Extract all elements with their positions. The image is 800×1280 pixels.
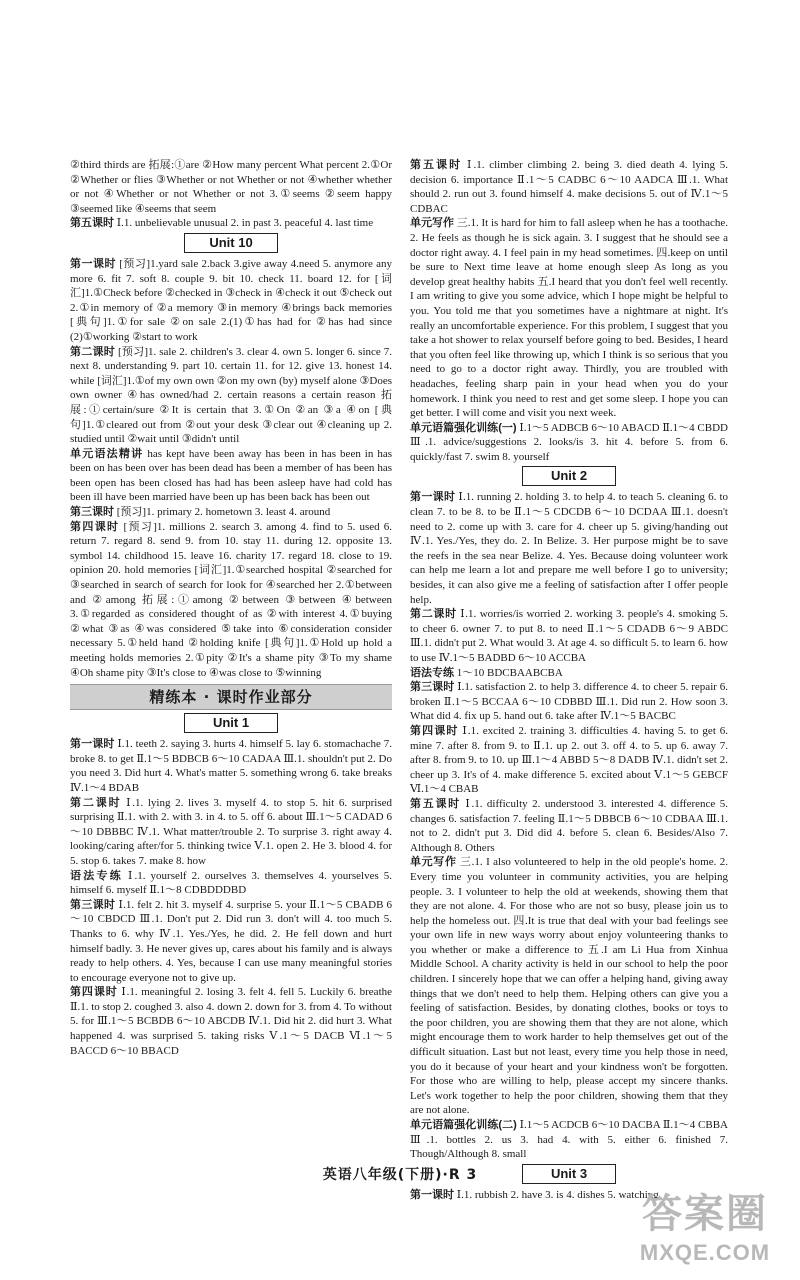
unit2-lesson-1: 第一课时 Ⅰ.1. running 2. holding 3. to help 4. to teach 5. cleaning 6. to clean 7. to be 8. to be Ⅱ.1～5 CDCDB 6～10 DCDAA Ⅲ.1. doesn't need to 2. come up with 3. care for 4. cheer up 5. giving/handing out Ⅳ.1. Yes./Yes, they do. 2. In Belize. 3. Her purpose might be to save the reefs in the sea near Belize. 4. Yes. Because doing volunteer work can help me learn a lot and prepare me well before I go to university; besides, it can also give me a feeling of satisfaction after I offer people help.: [410, 491, 728, 606]
unit2-lesson-2: 第二课时 Ⅰ.1. worries/is worried 2. working 3. people's 4. smoking 5. to cheer 6. owner 7. to put 8. to need Ⅱ.1～5 CDADB 6～9 ABDC Ⅲ.1. didn't put 2. What would 3. At age 4. so difficult 5. to learn 6. how to use Ⅳ.1～5 BADBD 6～10 ACCBA: [410, 608, 728, 664]
watermark-url: MXQE.COM: [639, 1240, 771, 1265]
unit2-writing: 单元写作 三.1. I also volunteered to help in the old people's home. 2. Every time you volunteer in community activities, you are helping people. 3. I volunteer to help the old at weekends, showing them that they are not alone. 4. For those who are not so busy, please join us to help the homeless out. 四.It is true that deal with your bad feelings see your own life in new ways worry about enjoy volunteering thanks to you whether or make a difference to 五.I am Li Hua from Xinhua Middle School. A charity activity is held in our school to help the poor children. I sincerely hope that we can offer a helping hand, giving away things that we don't need to help them. Helping others can give you a feeling of satisfaction. Besides, by donating clothes, books or toys to the poor children, you are showing them that they are not alone, which might encourage them to work harder to help themselves get out of the difficult situation. Last but not least, every time you help those in need, you do it because of your heart and your kindness won't be forgotten. For those who are willing to help, please accept my sincere thanks. Let's work together to help the poor children, showing them that they are not alone.: [410, 856, 729, 1117]
footer-label: 英语八年级(下册)·R: [322, 1167, 461, 1183]
unit10-lesson-3: 第三课时 [预习]1. primary 2. hometown 3. least 4. around: [70, 506, 331, 519]
unit10-lesson-1: 第一课时 [预习]1.yard sale 2.back 3.give away 4.need 5. anymore any more 6. fit 7. soft 8. couple 9. bit 10. check 11. board 12. for [词汇]1.①Check before ②checked in ③check in ④check it out ⑤check out 2.①in memory of ②a memory ③in memory ④brings back memories [典句]1.①for sale ②on sale 2.(1)①has had for ②has had since (2)①working ②start to work: [70, 257, 393, 343]
unit3-lesson-1: 第一课时 Ⅰ.1. rubbish 2. have 3. is 4. dishes 5. watching: [410, 1188, 659, 1201]
unit-1-heading: Unit 1: [184, 713, 278, 733]
unit1-lesson-4: 第四课时 Ⅰ.1. meaningful 2. losing 3. felt 4. fell 5. Luckily 6. breathe Ⅱ.1. to stop 2. coughed 3. also 4. down 2. down for 3. from 4. To without 5. for Ⅲ.1～5 BCBDB 6～10 ABCDB Ⅳ.1. Did hit 2. did hurt 3. What happened 4. was surprised 5. taking risks Ⅴ.1～5 DACB Ⅵ.1～5 BACCD 6～10 BBACD: [70, 986, 393, 1057]
right-column: [410, 158, 728, 1202]
unit1-lesson-1: 第一课时 Ⅰ.1. teeth 2. saying 3. hurts 4. himself 5. lay 6. stomachache 7. broke 8. to get Ⅱ.1～5 BDBCB 6～10 CADAA Ⅲ.1. shouldn't put 2. Do you need 3. Did hurt 4. What's matter 5. something wrong 6. take breaks Ⅳ.1～4 BDAB: [70, 738, 393, 794]
unit1-reading-training: 单元语篇强化训练(一) Ⅰ.1～5 ADBCB 6～10 ABACD Ⅱ.1～4 CBDD Ⅲ.1. advice/suggestions 2. looks/is 3. hit 4. before 5. from 6. quickly/fast 7. swim 8. yourself: [410, 421, 728, 463]
page-footer: [0, 1164, 800, 1184]
section-banner: 精练本 · 课时作业部分: [70, 684, 392, 710]
unit2-lesson-5: 第五课时 Ⅰ.1. difficulty 2. understood 3. interested 4. difference 5. changes 6. satisfaction 7. feeling Ⅱ.1～5 DBBCB 6～10 CDBAA Ⅲ.1. not to 2. didn't put 3. Did did 4. before 5. clean 6. Besides/Also 7. Although 8. Others: [410, 797, 728, 854]
unit10-lesson-4: 第四课时 [预习]1. millions 2. search 3. among 4. find to 5. used 6. return 7. regard 8. send 9. from 10. stay 11. during 12. opposite 13. symbol 14. childhood 15. leave 16. charity 17. regard 18. close to 19. opinion 20. hold memories [词汇]1.①searched hospital ②searched for ③searched in search of search for look for ④searched her 2.①between and ②among 拓展:①among ②between ③between ④between 3.①regarded as considered thought of as ②with interest 4.①buying ②what ③as ④was considered ⑤take into ⑥consideration consider necessary 5.①held hand ②holding knife [典句]1.①Hold up hold a meeting holds memories 2.①pity ②It's a shame pity ③To my shame ④Oh shame pity ③It's close to ④was close to ⑤winning: [70, 520, 393, 679]
unit2-lesson-4: 第四课时 Ⅰ.1. excited 2. training 3. difficulties 4. having 5. to get 6. mine 7. after 8. from 9. to Ⅱ.1. up 2. out 3. off 4. to 5. up 6. away 7. after 8. from 9. to 10. up Ⅲ.1～4 ABBD 5～8 DADB Ⅳ.1. didn't set 2. cheer up 3. It's of 4. make difference 5. excited about Ⅴ.1～5 GEBCF Ⅵ.1～4 CBAB: [410, 724, 728, 796]
unit2-lesson-3: 第三课时 Ⅰ.1. satisfaction 2. to help 3. difference 4. to cheer 5. repair 6. broken Ⅱ.1～5 BCCAA 6～10 CDBBD Ⅲ.1. Did run 2. How soon 3. What did 4. fix up 5. hand out 6. take after Ⅳ.1～5 BACBC: [410, 681, 729, 723]
unit2-reading-training: 单元语篇强化训练(二) Ⅰ.1～5 ACDCB 6～10 DACBA Ⅱ.1～4 CBBA Ⅲ.1. bottles 2. us 3. had 4. with 5. either 6. finished 7. Though/Although 8. small: [410, 1119, 728, 1161]
unit-10-heading: Unit 10: [184, 233, 278, 253]
unit1-lesson-2: 第二课时 Ⅰ.1. lying 2. lives 3. myself 4. to stop 5. hit 6. surprised surprising Ⅱ.1. with 2. with 3. in 4. to 5. off 6. about Ⅲ.1～5 CADAD 6～10 DBBBC Ⅳ.1. What matter/trouble 2. To surprise 3. right away 4. looking/caring after/for 5. thinking twice Ⅴ.1. open 2. He 3. blood 4. for 5. stop 6. takes 7. make 8. how: [70, 796, 392, 867]
left-column: [70, 158, 392, 1058]
unit10-grammar: 单元语法精讲 has kept have been away has been in has been in has been on has been over has been dead has been a member of has been has been open has been closed has had has been asleep have had cold has been ill have been married have been up has been back has been out: [70, 447, 392, 504]
unit10-lesson-2: 第二课时 [预习]1. sale 2. children's 3. clear 4. own 5. longer 6. since 7. next 8. understanding 9. part 10. certain 11. for 12. give 13. honest 14. while [词汇]1.①of my own own ②on my own (by) myself alone ③Does own owner ④has owned/had 2. certain reasons a certain reason 拓展:①certain/sure ②It is certain that 3.①On ②an ③a ④on [典句]1.①cleared out from ②out your desk ③clear out ④cleaning up 2. studied until ②wait until ③didn't until: [70, 345, 392, 446]
unit-2-heading: Unit 2: [522, 466, 616, 486]
intro-para-1: ②third thirds are 拓展:①are ②How many percent What percent 2.①Or ②Whether or flies ③Whether or not Whether or not ④whether whether or not ④Whether or not Whether or not 3.①seems ②seem happy ③seemed like ④seems that seem: [70, 159, 392, 215]
watermark-logo: [620, 1188, 790, 1276]
watermark-chinese: 答案圈: [642, 1192, 768, 1236]
unit-3-heading: Unit 3: [522, 1164, 616, 1184]
unit1-grammar: 语法专练 Ⅰ.1. yourself 2. ourselves 3. themselves 4. yourselves 5. himself 6. myself Ⅱ.1～8 CDBDDDBD: [70, 869, 392, 897]
unit1-lesson-5: 第五课时 Ⅰ.1. climber climbing 2. being 3. died death 4. lying 5. decision 6. importance Ⅱ.1～5 CADBC 6～10 AADCA Ⅲ.1. What should 2. run out 3. found himself 4. make decisions 5. out of Ⅳ.1～5 CDBAC: [410, 159, 729, 215]
unit1-lesson-3: 第三课时 Ⅰ.1. felt 2. hit 3. myself 4. surprise 5. your Ⅱ.1～5 CBADB 6～10 CBDCD Ⅲ.1. Don't put 2. Did run 3. don't will 4. too much 5. Thanks to 6. why Ⅳ.1. Yes./Yes, he did. 2. He fell down and hurt himself badly. 3. He never gives up, cares about his family and is always ready to help others. 4. Yes, because I can use many meaningful stories to encourage everyone not to give up.: [70, 898, 393, 984]
intro-para-2: 第五课时 Ⅰ.1. unbelievable unusual 2. in past 3. peaceful 4. last time: [70, 217, 374, 230]
unit1-writing: 单元写作 三.1. It is hard for him to fall asleep when he has a toothache. 2. He feels as though he is sick again. 3. I suggest that he should see a doctor right away. 4. I feel pain in my head sometimes. 四.keep on until be sure to Next time leave at home enough sleep As long as you develop great healthy habits 五.I heard that you don't feel well recently. I am writing to give you some advice, which I hope might be helpful to you. You told me that you sometimes have a nightmare at night. It's really an uncomfortable experience. For this problem, I suggest that you take a hot shower to relax yourself before going to bed. Besides, I heard that you often feel like throwing up, which I think is so serious that you need to go to a doctor right away. Thirdly, you are troubled with headaches, feeling sharp pain in your head when you do your homework. I think you need to rest and get some sleep. I hope you can get better. I will come and visit you next week.: [410, 217, 729, 420]
page-number: 3: [466, 1167, 478, 1183]
unit2-grammar: 语法专练 1～10 BDCBAABCBA: [410, 666, 563, 679]
